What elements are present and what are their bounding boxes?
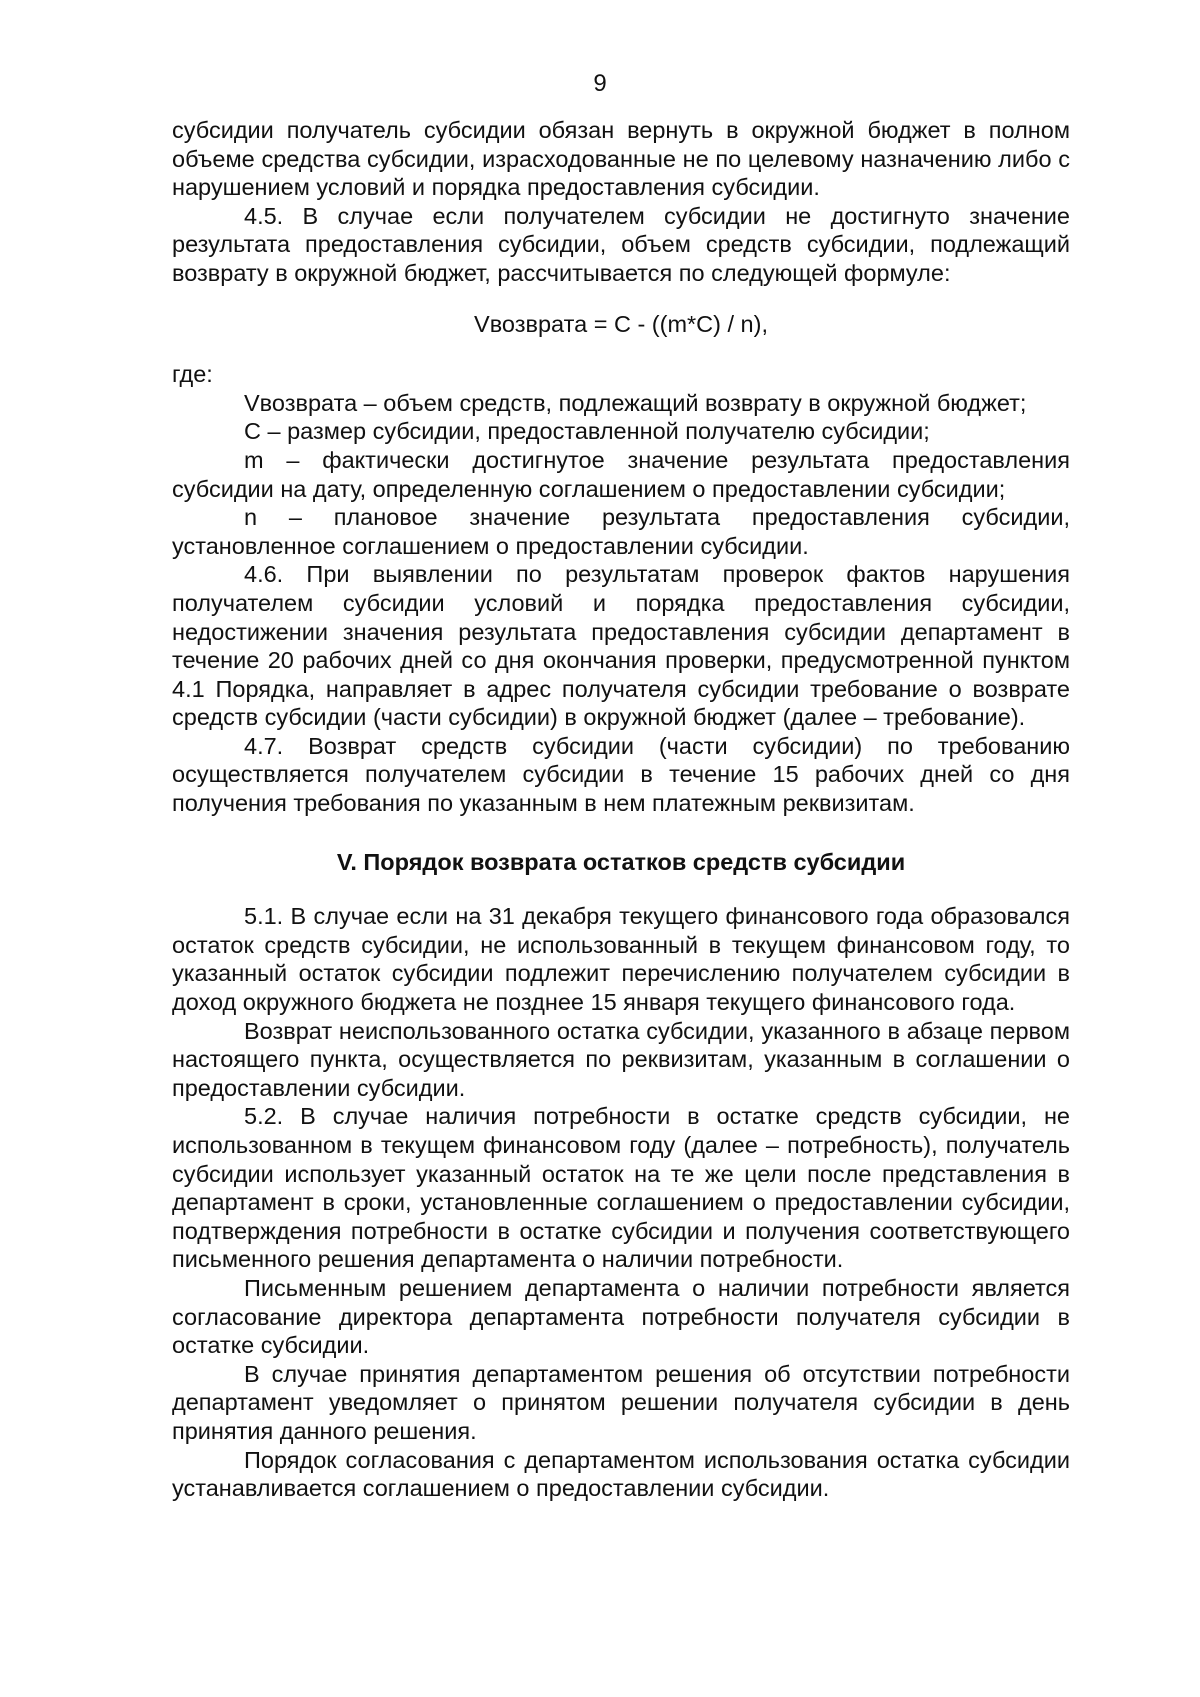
definition-m: m – фактически достигнутое значение результата предоставления субсидии на дату, определенную соглашением о предоставлении субсидии; bbox=[172, 446, 1070, 502]
definition-v: Vвозврата – объем средств, подлежащий возврату в окружной бюджет; bbox=[244, 389, 1027, 416]
paragraph-absence: В случае принятия департаментом решения об отсутствии потребности департамент уведомляет о принятом решении получателя субсидии в день принятия данного решения. bbox=[172, 1360, 1070, 1444]
paragraph-5-2: 5.2. В случае наличия потребности в остатке средств субсидии, не использованном в текущем финансовом году (далее – потребность), получатель субсидии использует указанный остаток на те же цели после представления в департамент в сроки, установленные соглашением о предоставлении субсидии, подтверждения потребности в остатке субсидии и получения соответствующего письменного решения департамента о наличии потребности. bbox=[172, 1103, 1070, 1273]
definition-n: n – плановое значение результата предоставления субсидии, установленное соглашением о предоставлении субсидии. bbox=[172, 504, 1070, 559]
section-heading: V. Порядок возврата остатков средств субсидии bbox=[336, 848, 906, 875]
paragraph-continuation: субсидии получатель субсидии обязан вернуть в окружной бюджет в полном объеме средства субсидии, израсходованные не по целевому назначению либо с нарушением условий и порядка предоставления субсидии. bbox=[172, 117, 1070, 201]
formula: Vвозврата = C - ((m*C) / n), bbox=[474, 310, 768, 337]
document-body bbox=[172, 116, 1070, 1503]
paragraph-approval-order: Порядок согласования с департаментом использования остатка субсидии устанавливается соглашением о предоставлении субсидии. bbox=[172, 1446, 1070, 1502]
paragraph-4-7: 4.7. Возврат средств субсидии (части субсидии) по требованию осуществляется получателем субсидии в течение 15 рабочих дней со дня получения требования по указанным в нем платежным реквизитам. bbox=[172, 732, 1070, 817]
paragraph-5-1: 5.1. В случае если на 31 декабря текущего финансового года образовался остаток средств субсидии, не использованный в текущем финансовом году, то указанный остаток субсидии подлежит перечислению получателем субсидии в доход окружного бюджета не позднее 15 января текущего финансового года. bbox=[172, 903, 1070, 1016]
where-label: где: bbox=[172, 361, 213, 388]
paragraph-decision: Письменным решением департамента о наличии потребности является согласование директора департамента потребности получателя субсидии в остатке субсидии. bbox=[172, 1274, 1070, 1359]
definition-c: C – размер субсидии, предоставленной получателю субсидии; bbox=[244, 418, 930, 445]
paragraph-5-1-return: Возврат неиспользованного остатка субсидии, указанного в абзаце первом настоящего пункта, осуществляется по реквизитам, указанным в соглашении о предоставлении субсидии. bbox=[172, 1017, 1070, 1101]
page-number: 9 bbox=[593, 70, 607, 97]
paragraph-4-6: 4.6. При выявлении по результатам проверок фактов нарушения получателем субсидии условий и порядка предоставления субсидии, недостижении значения результата предоставления субсидии департамент в течение 20 рабочих дней со дня окончания проверки, предусмотренной пунктом 4.1 Порядка, направляет в адрес получателя субсидии требование о возврате средств субсидии (части субсидии) в окружной бюджет (далее – требование). bbox=[172, 561, 1070, 731]
paragraph-4-5: 4.5. В случае если получателем субсидии не достигнуто значение результата предоставления субсидии, объем средств субсидии, подлежащий возврату в окружной бюджет, рассчитывается по следующей формуле: bbox=[172, 202, 1070, 286]
